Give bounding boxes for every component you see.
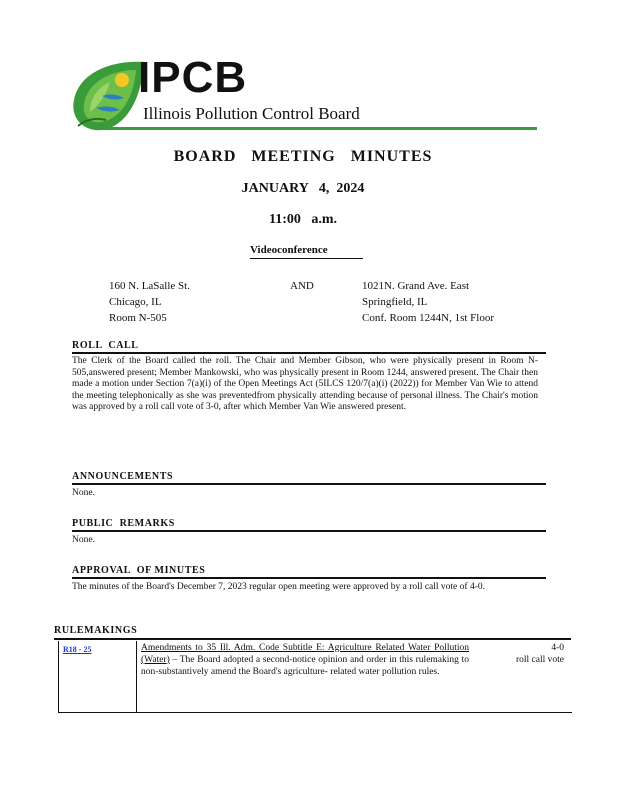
approval-of-minutes-body: The minutes of the Board's December 7, 2023 regular open meeting were approved by a roll call vote of 4-0.: [72, 582, 485, 592]
approval-of-minutes-heading: APPROVAL OF MINUTES: [72, 565, 206, 576]
document-title: BOARD MEETING MINUTES: [173, 148, 433, 165]
meeting-date: JANUARY 4, 2024: [241, 181, 365, 196]
approval-of-minutes-rule: [72, 577, 546, 579]
docket-link[interactable]: R18 - 25: [63, 645, 92, 654]
rulemakings-rule: [54, 638, 571, 640]
location-type: Videoconference: [250, 244, 328, 256]
address-line: Chicago, IL: [109, 296, 162, 308]
logo-wordmark: IPCB: [138, 53, 248, 102]
rulemaking-vote: [482, 643, 564, 667]
location-type-underline: [250, 258, 363, 259]
address-line: Conf. Room 1244N, 1st Floor: [362, 312, 495, 324]
logo-subtitle: Illinois Pollution Control Board: [143, 104, 360, 123]
rulemakings-heading: RULEMAKINGS: [54, 625, 138, 636]
ipcb-leaf-logo: [66, 56, 148, 134]
announcements-rule: [72, 483, 546, 485]
address-line: Springfield, IL: [362, 296, 428, 308]
rulemaking-item-title: Amendments to 35 Ill. Adm. Code Subtitle E: Agriculture Related Water Pollution (Water): [141, 643, 469, 665]
vote-count: 4-0: [551, 643, 564, 653]
header-divider: [100, 127, 537, 130]
rulemakings-column-divider: [136, 641, 137, 712]
public-remarks-body: None.: [72, 535, 95, 545]
address-line: 160 N. LaSalle St.: [109, 280, 190, 292]
roll-call-heading: ROLL CALL: [72, 340, 139, 351]
rulemaking-item-description: – The Board adopted a second-notice opinion and order in this rulemaking to non-substantively amend the Board's agriculture- related water pollution rules.: [141, 654, 469, 677]
public-remarks-rule: [72, 530, 546, 532]
announcements-heading: ANNOUNCEMENTS: [72, 471, 174, 482]
address-line: 1021N. Grand Ave. East: [362, 280, 470, 292]
address-chicago: [109, 278, 190, 326]
announcements-body: None.: [72, 488, 95, 498]
address-springfield: [362, 278, 494, 326]
roll-call-body: The Clerk of the Board called the roll. The Chair and Member Gibson, who were physically present in Room N-505,answered present; Member Mankowski, who was physically present in Room 1244, answered present. The Chair then made a motion under Section 7(a)(i) of the Open Meetings Act (5ILCS 120/7(a)(i) (2022)) for Member Van Wie to attend the meeting telephonically as she was preventedfrom physically attending because of personal illness. The Chair's motion was approved by a roll call vote of 3-0, after which Member Van Wie answered present.: [72, 356, 538, 413]
vote-label: roll call vote: [515, 654, 564, 665]
address-line: Room N-505: [109, 312, 167, 324]
public-remarks-heading: PUBLIC REMARKS: [72, 518, 175, 529]
rulemaking-item-text: [141, 643, 469, 678]
meeting-time: 11:00 a.m.: [268, 212, 338, 227]
address-connector: AND: [290, 280, 314, 292]
roll-call-rule: [72, 352, 546, 354]
